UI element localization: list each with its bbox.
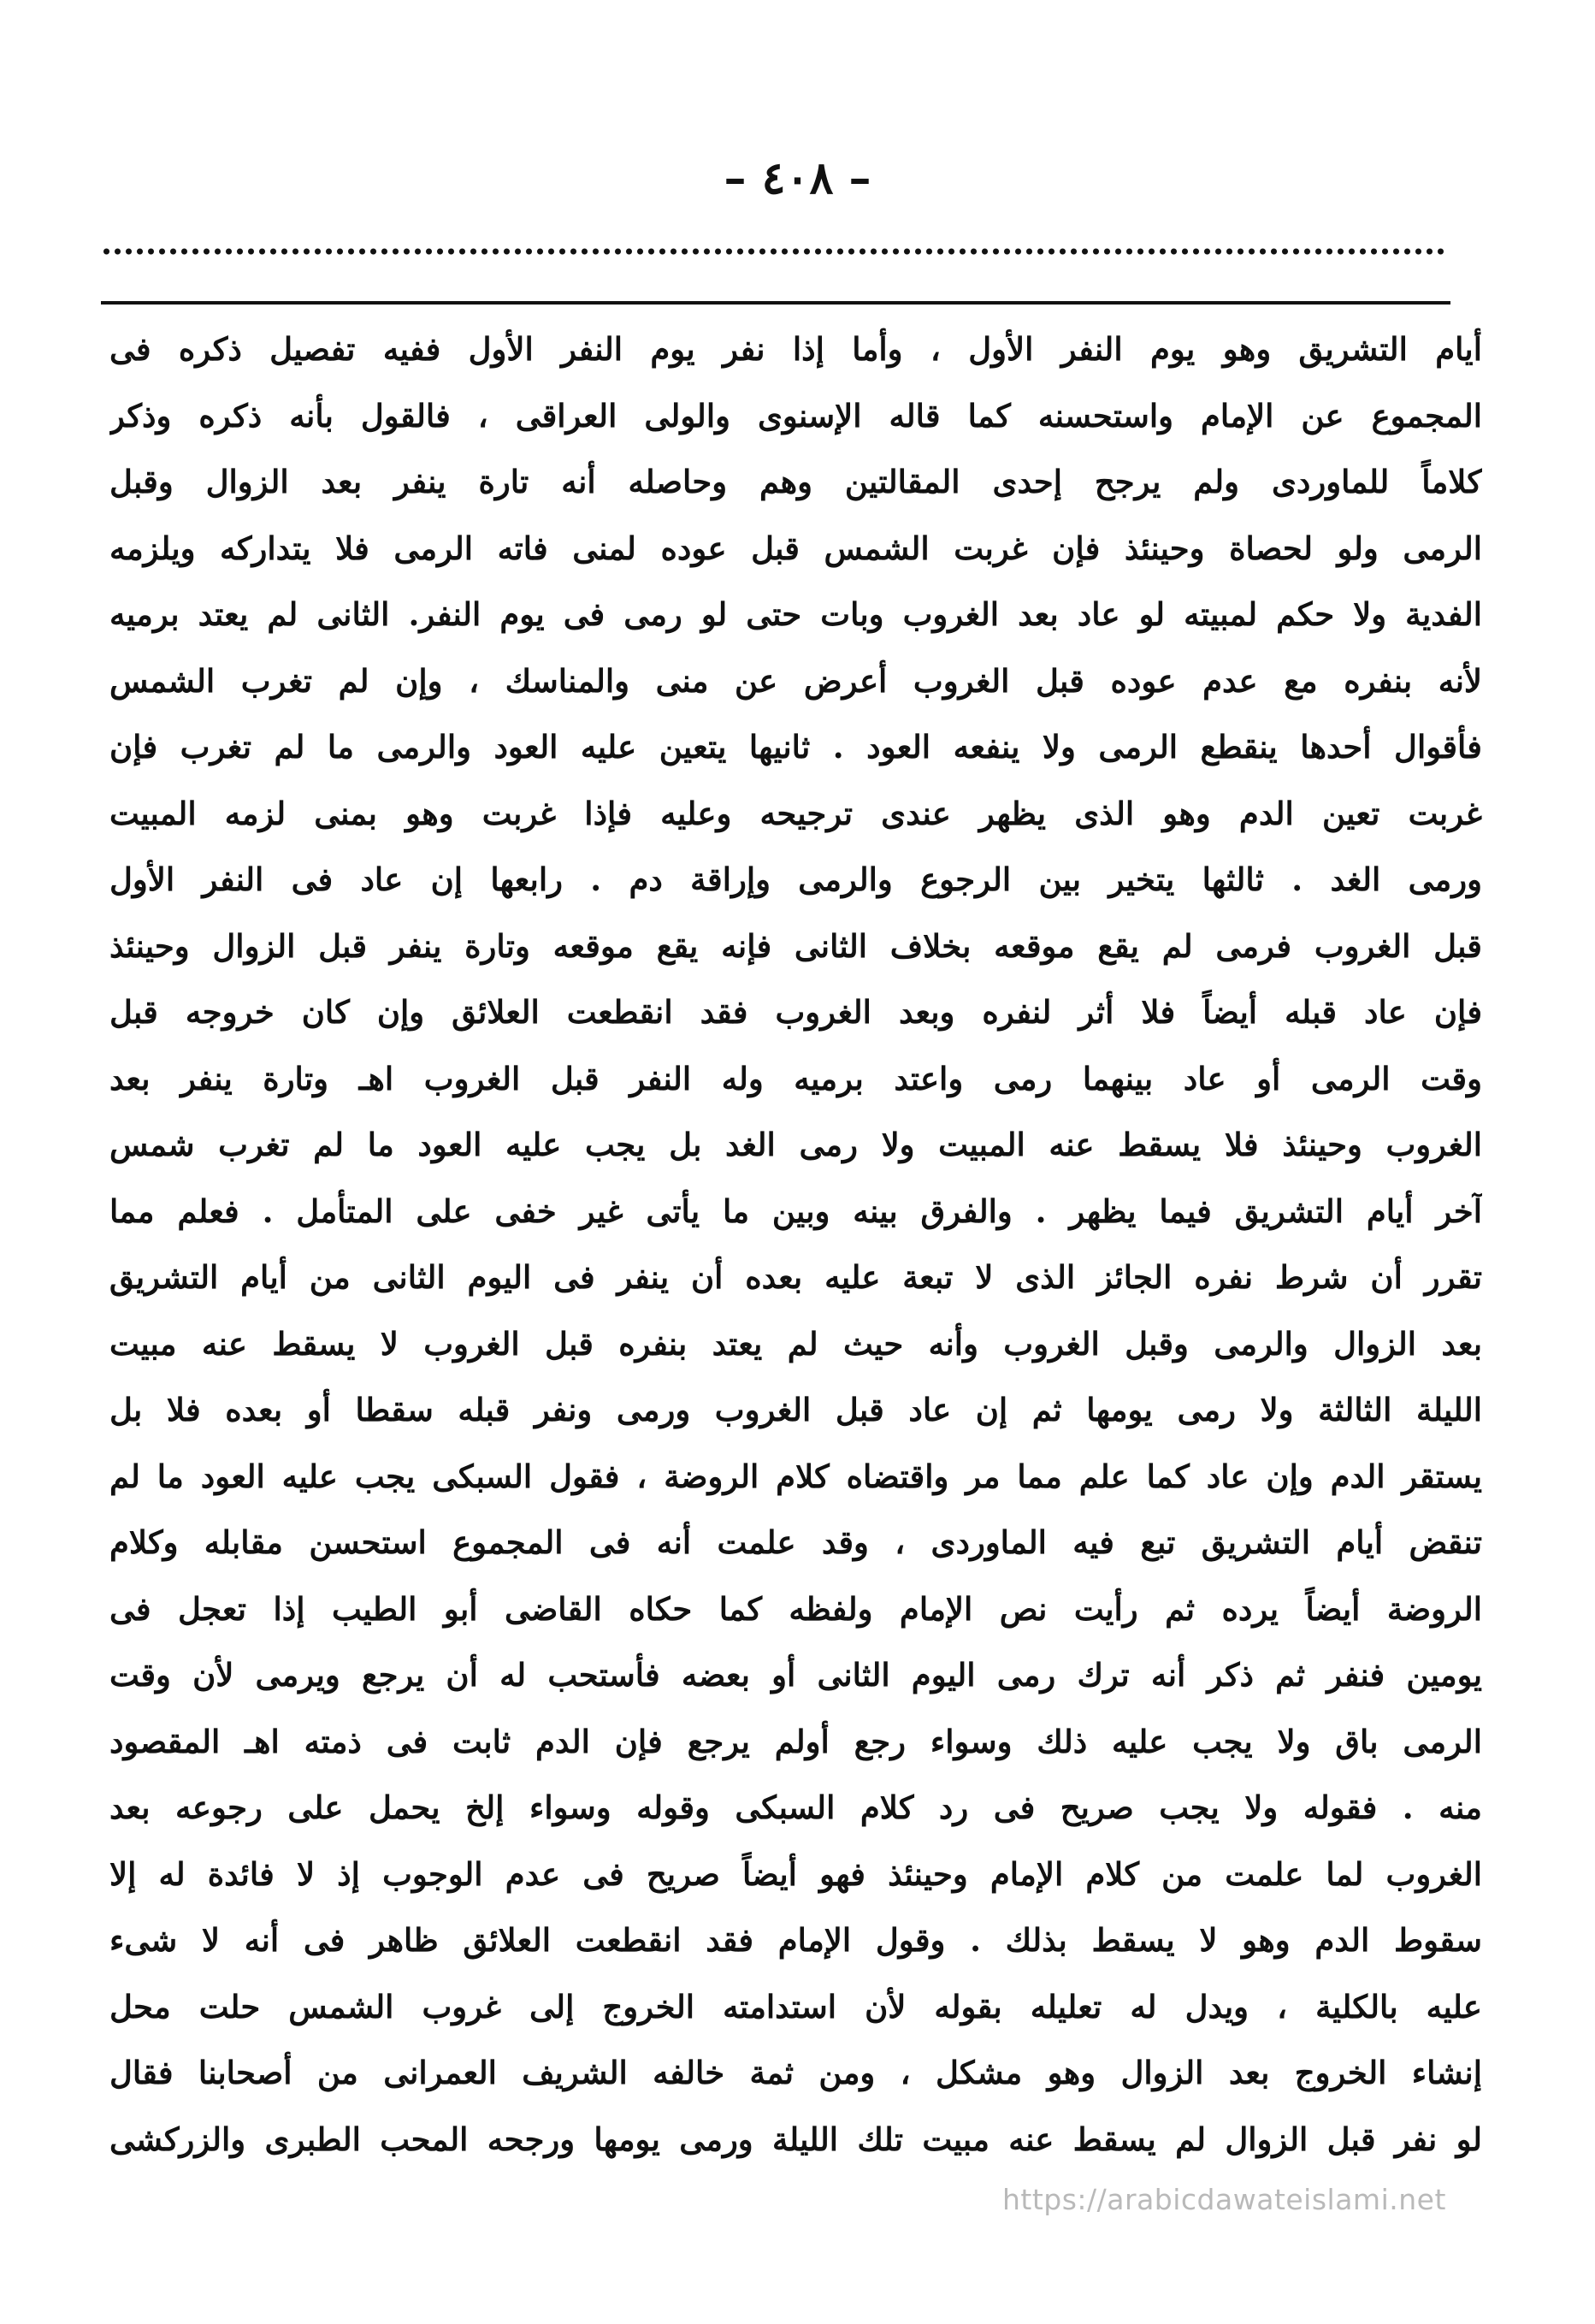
text-line: إنشاء الخروج بعد الزوال وهو مشكل ، ومن ثمة خالفه الشريف العمرانى من أصحابنا فقال xyxy=(109,2054,1482,2091)
text-line: أيام التشريق وهو يوم النفر الأول ، وأما إذا نفر يوم النفر الأول ففيه تفصيل ذكره فى xyxy=(109,330,1482,368)
text-line: فإن عاد قبله أيضاً فلا أثر لنفره وبعد الغروب فقد انقطعت العلائق وإن كان خروجه قبل xyxy=(109,993,1482,1031)
text-line: آخر أيام التشريق فيما يظهر . والفرق بينه وبين ما يأتى غير خفى على المتأمل . فعلم مما xyxy=(109,1192,1482,1230)
dotted-separator xyxy=(101,246,1447,257)
text-line: المجموع عن الإمام واستحسنه كما قاله الإسنوى والولى العراقى ، فالقول بأنه ذكره وذكر xyxy=(109,396,1482,435)
text-line: سقوط الدم وهو لا يسقط بذلك . وقول الإمام فقد انقطعت العلائق ظاهر فى أنه لا شىء xyxy=(109,1921,1482,1959)
text-line: الرمى ولو لحصاة وحينئذ فإن غربت الشمس قبل عوده لمنى فاته الرمى فلا يتداركه ويلزمه xyxy=(109,529,1482,567)
text-line: قبل الغروب فرمى لم يقع موقعه بخلاف الثانى فإنه يقع موقعه وتارة ينفر قبل الزوال وحينئذ xyxy=(109,926,1482,965)
text-line: غربت تعين الدم وهو الذى يظهر عندى ترجيحه وعليه فإذا غربت وهو بمنى لزمه المبيت xyxy=(109,794,1482,832)
text-line: فأقوال أحدها ينقطع الرمى ولا ينفعه العود . ثانيها يتعين عليه العود والرمى ما لم تغرب فإن xyxy=(109,728,1482,766)
text-line: لو نفر قبل الزوال لم يسقط عنه مبيت تلك الليلة ورمى يومها ورجحه المحب الطبرى والزركشى xyxy=(109,2120,1482,2158)
text-line: منه . فقوله ولا يجب صريح فى رد كلام السبكى وقوله وسواء إلخ يحمل على رجوعه بعد xyxy=(109,1789,1482,1826)
text-line: عليه بالكلية ، ويدل له تعليله بقوله لأن استدامته الخروج إلى غروب الشمس حلت محل xyxy=(109,1987,1482,2025)
text-line: كلاماً للماوردى ولم يرجح إحدى المقالتين وهم وحاصله أنه تارة ينفر بعد الزوال وقبل xyxy=(109,463,1482,500)
header-rule xyxy=(101,301,1450,305)
text-line: الرمى باق ولا يجب عليه ذلك وسواء رجع أولم يرجع فإن الدم ثابت فى ذمته اهـ المقصود xyxy=(109,1722,1482,1760)
watermark: https://arabicdawateislami.net xyxy=(1002,2183,1446,2216)
text-line: الغروب وحينئذ فلا يسقط عنه المبيت ولا رمى الغد بل يجب عليه العود ما لم تغرب شمس xyxy=(109,1126,1482,1163)
text-line: الغروب لما علمت من كلام الإمام وحينئذ فهو أيضاً صريح فى عدم الوجوب إذ لا فائدة له إلا xyxy=(109,1854,1482,1893)
text-line: الروضة أيضاً يرده ثم رأيت نص الإمام ولفظه كما حكاه القاضى أبو الطيب إذا تعجل فى xyxy=(109,1589,1482,1628)
text-line: تنقض أيام التشريق تبع فيه الماوردى ، وقد علمت أنه فى المجموع استحسن مقابله وكلام xyxy=(109,1523,1482,1561)
text-line: تقرر أن شرط نفره الجائز الذى لا تبعة عليه بعده أن ينفر فى اليوم الثانى من أيام التشريق xyxy=(109,1258,1482,1296)
page-number: – ٤٠٨ – xyxy=(724,152,871,204)
body-text xyxy=(109,316,1482,2275)
text-line: ورمى الغد . ثالثها يتخير بين الرجوع والرمى وإراقة دم . رابعها إن عاد فى النفر الأول xyxy=(109,860,1482,898)
text-line: وقت الرمى أو عاد بينهما رمى واعتد برميه وله النفر قبل الغروب اهـ وتارة ينفر بعد xyxy=(109,1059,1482,1097)
text-line: بعد الزوال والرمى وقبل الغروب وأنه حيث لم يعتد بنفره قبل الغروب لا يسقط عنه مبيت xyxy=(109,1324,1482,1363)
text-line: الفدية ولا حكم لمبيته لو عاد بعد الغروب وبات حتى لو رمى فى يوم النفر. الثانى لم يعتد برميه xyxy=(109,595,1482,633)
text-line: لأنه بنفره مع عدم عوده قبل الغروب أعرض عن منى والمناسك ، وإن لم تغرب الشمس xyxy=(109,661,1482,700)
text-line: يومين فنفر ثم ذكر أنه ترك رمى اليوم الثانى أو بعضه فأستحب له أن يرجع ويرمى لأن وقت xyxy=(109,1656,1482,1694)
text-line: يستقر الدم وإن عاد كما علم مما مر واقتضاه كلام الروضة ، فقول السبكى يجب عليه العود ما لم xyxy=(109,1457,1482,1495)
text-line: الليلة الثالثة ولا رمى يومها ثم إن عاد قبل الغروب ورمى ونفر قبله سقطا أو بعده فلا بل xyxy=(109,1391,1482,1428)
